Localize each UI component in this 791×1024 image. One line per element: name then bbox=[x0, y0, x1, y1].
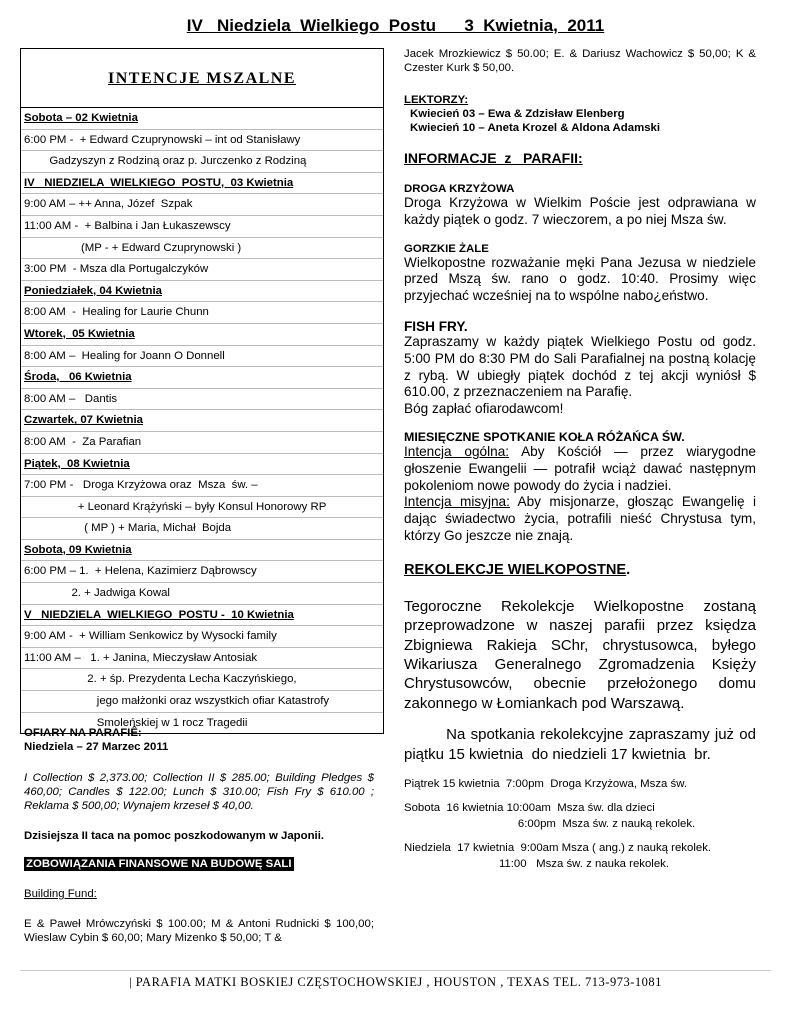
retreat-schedule-line: Piątrek 15 kwietnia 7:00pm Droga Krzyżowa, Msza św. bbox=[404, 778, 687, 790]
retreat-invitation: Na spotkania rekolekcyjne zapraszamy już od piątku 15 kwietnia do niedzieli 17 kwietnia br. bbox=[404, 726, 761, 763]
intention-day-heading: Wtorek, 05 Kwietnia bbox=[21, 324, 383, 346]
lamentations-heading: GORZKIE ŻALE bbox=[404, 242, 489, 255]
readers-line-2: Kwiecień 10 – Aneta Krozel & Aldona Adamski bbox=[410, 122, 661, 134]
building-fund-label: Building Fund: bbox=[24, 888, 97, 900]
fishfry-heading: FISH FRY. bbox=[404, 318, 468, 334]
intention-entry: ( MP ) + Maria, Michał Bojda bbox=[21, 518, 383, 540]
footer-divider bbox=[20, 970, 771, 971]
fishfry-thanks: Bóg zapłać ofiarodawcom! bbox=[404, 401, 564, 417]
retreat-schedule-line bbox=[404, 832, 756, 840]
rosary-mission-label: Intencja misyjna: bbox=[404, 494, 510, 510]
retreat-text: Tegoroczne Rekolekcje Wielkopostne zostaną przeprowadzone w naszej parafii przez księdza Zbigniewa Rakieja SChr, chrystusowca, byłego Wikariusza Generalnego Zgromadzenia Księży Chrystusowców, obecnie przełożonego domu zakonnego w Łomiankach pod Warszawą. bbox=[404, 597, 756, 712]
second-collection-note: Dzisiejsza II taca na pomoc poszkodowanym w Japonii. bbox=[24, 830, 325, 842]
intentions-section bbox=[20, 48, 382, 734]
rosary-mission-text: Aby misjonarze, głosząc Ewangelię i dając świadectwo życia, potrafili nieść Chrystusa tym, którzy Go jeszcze nie znają. bbox=[404, 494, 756, 543]
building-fund-donors-continued: Jacek Mrozkiewicz $ 50.00; E. & Dariusz Wachowicz $ 50,00; K & Czester Kurk $ 50,00. bbox=[404, 48, 756, 74]
building-fund-donors: E & Paweł Mrówczyński $ 100.00; M & Antoni Rudnicki $ 100,00; Wieslaw Cybin $ 60,00; Mary Mizenko $ 50,00; T & bbox=[24, 918, 374, 944]
retreat-schedule-line: 6:00pm Msza św. z nauką rekolek. bbox=[404, 818, 696, 830]
intention-entry: 9:00 AM – ++ Anna, Józef Szpak bbox=[21, 194, 383, 216]
info-heading: INFORMACJE z PARAFII: bbox=[404, 150, 583, 166]
building-pledge-banner: ZOBOWIĄZANIA FINANSOWE NA BUDOWĘ SALI bbox=[26, 858, 292, 870]
offerings-heading: OFIARY NA PARAFIÊ: bbox=[24, 727, 142, 739]
retreat-schedule-line: Sobota 16 kwietnia 10:00am Msza św. dla dzieci bbox=[404, 802, 655, 814]
intention-entry: (MP - + Edward Czuprynowski ) bbox=[21, 238, 383, 260]
rosary-heading: MIESIĘCZNE SPOTKANIE KOŁA RÓŻAŃCA ŚW. bbox=[404, 429, 685, 444]
intention-entry: 6:00 PM - + Edward Czuprynowski – int od Stanisławy bbox=[21, 130, 383, 152]
intention-entry: 9:00 AM - + William Senkowicz by Wysocki family bbox=[21, 626, 383, 648]
retreat-schedule-line: 11:00 Msza św. z nauka rekolek. bbox=[404, 858, 670, 870]
intention-day-heading: V NIEDZIELA WIELKIEGO POSTU - 10 Kwietnia bbox=[21, 605, 383, 627]
page-title: IV Niedziela Wielkiego Postu 3 Kwietnia, 2011 bbox=[186, 16, 605, 35]
intention-entry: Gadzyszyn z Rodziną oraz p. Jurczenko z Rodziną bbox=[21, 151, 383, 173]
rosary-general-intention bbox=[404, 444, 756, 494]
intention-entry: 3:00 PM - Msza dla Portugalczyków bbox=[21, 259, 383, 281]
intentions-header bbox=[21, 49, 383, 108]
retreat-heading-dot: . bbox=[626, 561, 631, 578]
retreat-heading: REKOLEKCJE WIELKOPOSTNE bbox=[404, 561, 627, 578]
intention-entry: + Leonard Krążyński – były Konsul Honorowy RP bbox=[21, 497, 383, 519]
intention-entry: 11:00 AM - + Balbina i Jan Łukaszewscy bbox=[21, 216, 383, 238]
retreat-heading-line bbox=[404, 561, 756, 579]
intention-entry: 7:00 PM - Droga Krzyżowa oraz Msza św. – bbox=[21, 475, 383, 497]
offerings-collections: I Collection $ 2,373.00; Collection II $ 285.00; Building Pledges $ 460,00; Candles $ 122.00; Lunch $ 310.00; Fish Fry $ 610.00 ; Reklama $ 500,00; Wynajem krzeseł $ 40,00. bbox=[24, 772, 374, 812]
intention-entry: 2. + Jadwiga Kowal bbox=[21, 583, 383, 605]
retreat-schedule bbox=[404, 776, 756, 872]
readers-section bbox=[404, 93, 756, 135]
retreat-schedule-line: Niedziela 17 kwietnia 9:00am Msza ( ang.) z nauką rekolek. bbox=[404, 842, 712, 854]
intention-entry: 2. + śp. Prezydenta Lecha Kaczyńskiego, bbox=[21, 669, 383, 691]
intention-entry: 11:00 AM – 1. + Janina, Mieczysław Antosiak bbox=[21, 648, 383, 670]
intentions-box bbox=[20, 48, 384, 734]
intention-day-heading: Sobota, 09 Kwietnia bbox=[21, 540, 383, 562]
intention-day-heading: Sobota – 02 Kwietnia bbox=[21, 108, 383, 130]
right-column bbox=[404, 47, 761, 872]
offerings-date: Niedziela – 27 Marzec 2011 bbox=[24, 741, 169, 753]
intention-day-heading: Czwartek, 07 Kwietnia bbox=[21, 410, 383, 432]
intention-entry: 8:00 AM – Dantis bbox=[21, 389, 383, 411]
lamentations-text: Wielkopostne rozważanie męki Pana Jezusa w niedziele przed Mszą św. rano o godz. 10:40. Prosimy więc przyjechać wcześniej na to wspólne nabo¿eństwo. bbox=[404, 254, 756, 304]
readers-heading: LEKTORZY: bbox=[404, 94, 469, 106]
intention-entry: Smoleńskiej w 1 rocz Tragedii bbox=[24, 716, 248, 729]
intention-day-heading: Poniedziałek, 04 Kwietnia bbox=[21, 281, 383, 303]
intention-entry: jego małżonki oraz wszystkich ofiar Katastrofy bbox=[21, 691, 383, 713]
rosary-mission-intention bbox=[404, 494, 756, 544]
rosary-general-label: Intencja ogólna: bbox=[404, 443, 510, 459]
intentions-list bbox=[21, 108, 383, 733]
intentions-heading: INTENCJE MSZALNE bbox=[107, 70, 297, 87]
intention-entry: 8:00 AM - Healing for Laurie Chunn bbox=[21, 302, 383, 324]
retreat-schedule-line bbox=[404, 792, 756, 800]
footer: | PARAFIA MATKI BOSKIEJ CZĘSTOCHOWSKIEJ , HOUSTON , TEXAS TEL. 713-973-1081 bbox=[129, 975, 662, 989]
stations-text: Droga Krzyżowa w Wielkim Poście jest odprawiana w każdy piątek o godz. 7 wieczorem, a po niej Msza św. bbox=[404, 195, 756, 227]
offerings-section bbox=[24, 726, 374, 945]
readers-line-1: Kwiecień 03 – Ewa & Zdzisław Elenberg bbox=[410, 108, 625, 120]
intention-day-heading: Piątek, 08 Kwietnia bbox=[21, 454, 383, 476]
intention-entry: 6:00 PM – 1. + Helena, Kazimierz Dąbrowscy bbox=[21, 561, 383, 583]
rosary-general-text: Aby Kościół — przez wiarygodne głoszenie Ewangelii — potrafił wciąż dawać następnym pokoleniom nowe powody do życia i nadziei. bbox=[404, 443, 756, 493]
intention-day-heading: IV NIEDZIELA WIELKIEGO POSTU, 03 Kwietnia bbox=[21, 173, 383, 195]
intention-entry: 8:00 AM – Healing for Joann O Donnell bbox=[21, 346, 383, 368]
intention-day-heading: Środa, 06 Kwietnia bbox=[21, 367, 383, 389]
intention-entry: 8:00 AM - Za Parafian bbox=[21, 432, 383, 454]
fishfry-text: Zapraszamy w każdy piątek Wielkiego Postu od godz. 5:00 PM do 8:30 PM do Sali Parafialnej na postną kolację z rybą. W ubiegły piątek dochód z tej akcji wyniósł $ 610.00, z przeznaczeniem na Parafię. bbox=[404, 333, 756, 400]
stations-heading: DROGA KRZYŻOWA bbox=[404, 183, 515, 195]
